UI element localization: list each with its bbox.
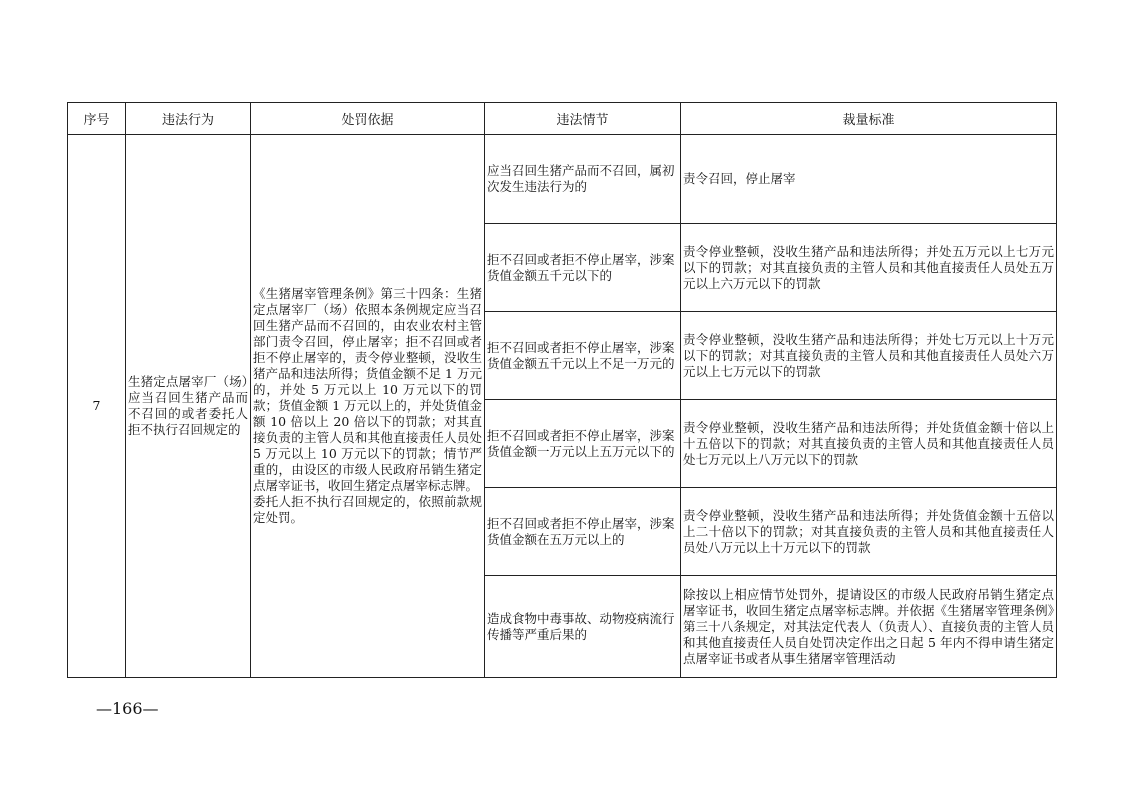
header-basis: 处罚依据 xyxy=(251,103,485,135)
penalty-standards-table xyxy=(67,102,1057,678)
record-violation-act: 生猪定点屠宰厂（场）应当召回生猪产品而不召回的或者委托人拒不执行召回规定的 xyxy=(126,135,251,678)
circumstance-cell: 拒不召回或者拒不停止屠宰，涉案货值金额五千元以上不足一万元的 xyxy=(485,312,681,400)
standard-cell: 责令停业整顿，没收生猪产品和违法所得；并处五万元以上七万元以下的罚款；对其直接负责的主管人员和其他直接责任人员处五万元以上六万元以下的罚款 xyxy=(681,224,1057,312)
standard-cell: 责令召回，停止屠宰 xyxy=(681,135,1057,224)
record-number: 7 xyxy=(68,135,126,678)
record-penalty-basis: 《生猪屠宰管理条例》第三十四条：生猪定点屠宰厂（场）依照本条例规定应当召回生猪产品而不召回的，由农业农村主管部门责令召回，停止屠宰；拒不召回或者拒不停止屠宰的，责令停业整顿，没收生猪产品和违法所得；货值金额不足 1 万元的，并处 5 万元以上 10 万元以下的罚款；货值金额 1 万元以上的，并处货值金额 10 倍以上 20 倍以下的罚款；对其直接负责的主管人员和其他直接责任人员处 5 万元以上 10 万元以下的罚款；情节严重的，由设区的市级人民政府吊销生猪定点屠宰证书，收回生猪定点屠宰标志牌。 委托人拒不执行召回规定的，依照前款规定处罚。 xyxy=(251,135,485,678)
circumstance-cell: 拒不召回或者拒不停止屠宰，涉案货值金额五千元以下的 xyxy=(485,224,681,312)
table-header-row xyxy=(68,103,1057,135)
standard-cell: 责令停业整顿，没收生猪产品和违法所得；并处货值金额十五倍以上二十倍以下的罚款；对其直接负责的主管人员和其他直接责任人员处八万元以上十万元以下的罚款 xyxy=(681,488,1057,576)
circumstance-cell: 拒不召回或者拒不停止屠宰，涉案货值金额在五万元以上的 xyxy=(485,488,681,576)
header-act: 违法行为 xyxy=(126,103,251,135)
header-circumstance: 违法情节 xyxy=(485,103,681,135)
header-standard: 裁量标准 xyxy=(681,103,1057,135)
circumstance-cell: 造成食物中毒事故、动物疫病流行传播等严重后果的 xyxy=(485,576,681,678)
table-row xyxy=(68,135,1057,224)
standard-cell: 责令停业整顿，没收生猪产品和违法所得；并处货值金额十倍以上十五倍以下的罚款；对其直接负责的主管人员和其他直接责任人员处七万元以上八万元以下的罚款 xyxy=(681,400,1057,488)
standard-cell: 责令停业整顿，没收生猪产品和违法所得；并处七万元以上十万元以下的罚款；对其直接负责的主管人员和其他直接责任人员处六万元以上七万元以下的罚款 xyxy=(681,312,1057,400)
page-number: —166— xyxy=(96,699,159,718)
circumstance-cell: 拒不召回或者拒不停止屠宰，涉案货值金额一万元以上五万元以下的 xyxy=(485,400,681,488)
header-no: 序号 xyxy=(68,103,126,135)
standard-cell: 除按以上相应情节处罚外，提请设区的市级人民政府吊销生猪定点屠宰证书，收回生猪定点屠宰标志牌。并依据《生猪屠宰管理条例》第三十八条规定，对其法定代表人（负责人）、直接负责的主管人员和其他直接责任人员自处罚决定作出之日起 5 年内不得申请生猪定点屠宰证书或者从事生猪屠宰管理活动 xyxy=(681,576,1057,678)
circumstance-cell: 应当召回生猪产品而不召回，属初次发生违法行为的 xyxy=(485,135,681,224)
